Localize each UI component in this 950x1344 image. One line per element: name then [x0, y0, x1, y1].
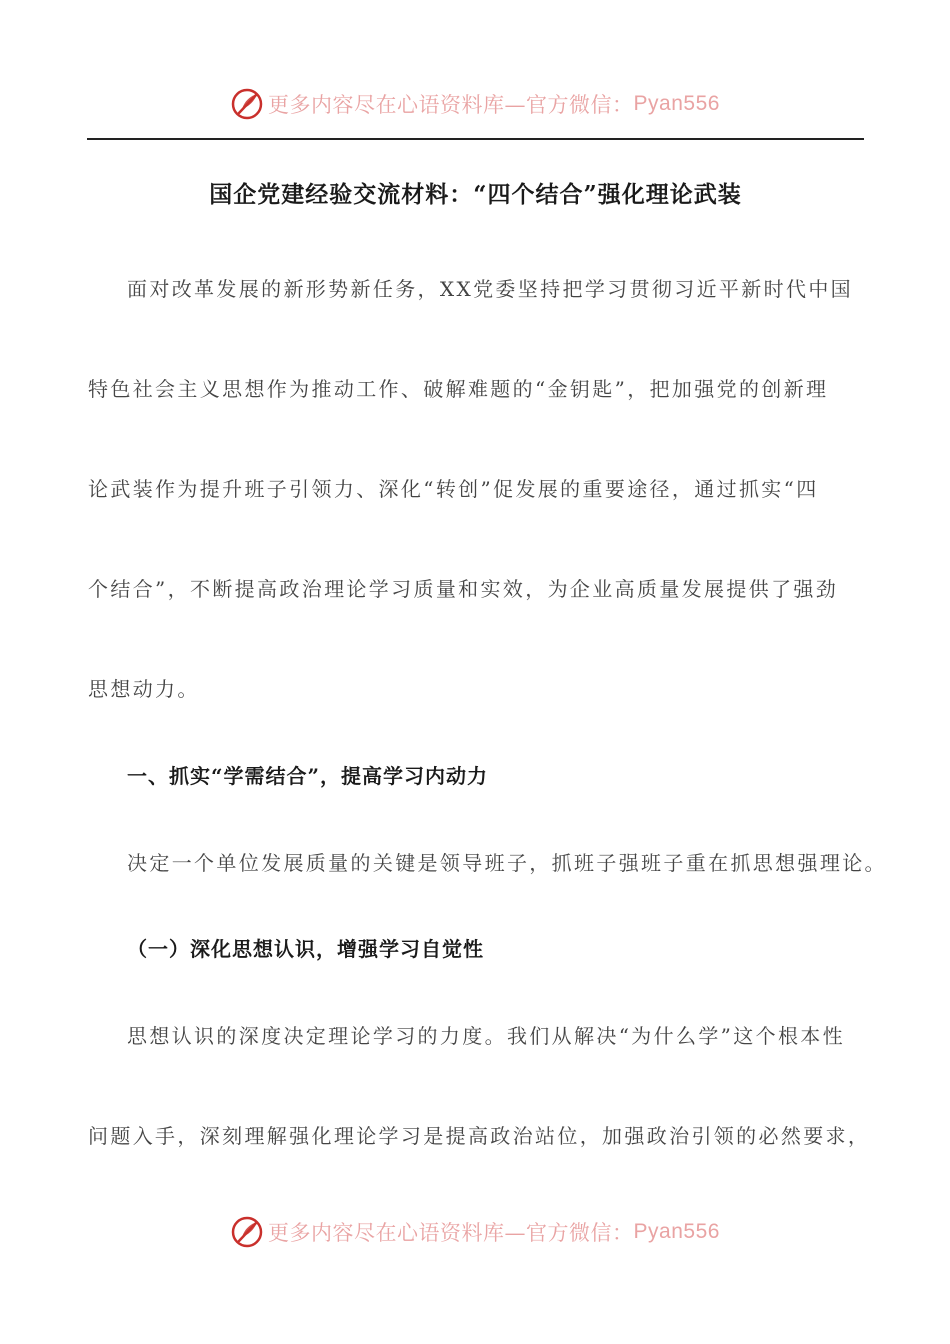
section-heading: 一、抓实“学需结合”，提高学习内动力	[127, 764, 489, 788]
banner-text: 更多内容尽在心语资料库—官方微信：	[268, 93, 634, 117]
paragraph-line: 思想认识的深度决定理论学习的力度。我们从解决“为什么学”这个根本性	[127, 1024, 845, 1048]
paragraph-line: 决定一个单位发展质量的关键是领导班子，抓班子强班子重在抓思想强理论。	[127, 851, 887, 875]
quill-logo-icon	[230, 1215, 264, 1249]
paragraph-line: 论武装作为提升班子引领力、深化“转创”促发展的重要途径，通过抓实“四	[88, 477, 819, 501]
header-watermark-banner	[0, 84, 950, 124]
document-title: 国企党建经验交流材料：“四个结合”强化理论武装	[209, 181, 742, 208]
banner-wechat-id: Pyan556	[633, 92, 720, 115]
paragraph-line: 个结合”，不断提高政治理论学习质量和实效，为企业高质量发展提供了强劲	[88, 577, 839, 601]
quill-logo-icon	[230, 87, 264, 121]
banner-text: 更多内容尽在心语资料库—官方微信：	[268, 1221, 634, 1245]
paragraph-line: 思想动力。	[88, 677, 200, 701]
subsection-heading: （一）深化思想认识，增强学习自觉性	[127, 937, 484, 961]
paragraph-line: 特色社会主义思想作为推动工作、破解难题的“金钥匙”，把加强党的创新理	[88, 377, 829, 401]
banner-wechat-id: Pyan556	[633, 1220, 720, 1243]
header-divider	[87, 138, 864, 140]
footer-watermark-banner	[0, 1212, 950, 1252]
paragraph-line: 问题入手，深刻理解强化理论学习是提高政治站位，加强政治引领的必然要求，	[88, 1124, 871, 1148]
paragraph-line: 面对改革发展的新形势新任务，XX党委坚持把学习贯彻习近平新时代中国	[127, 277, 854, 301]
